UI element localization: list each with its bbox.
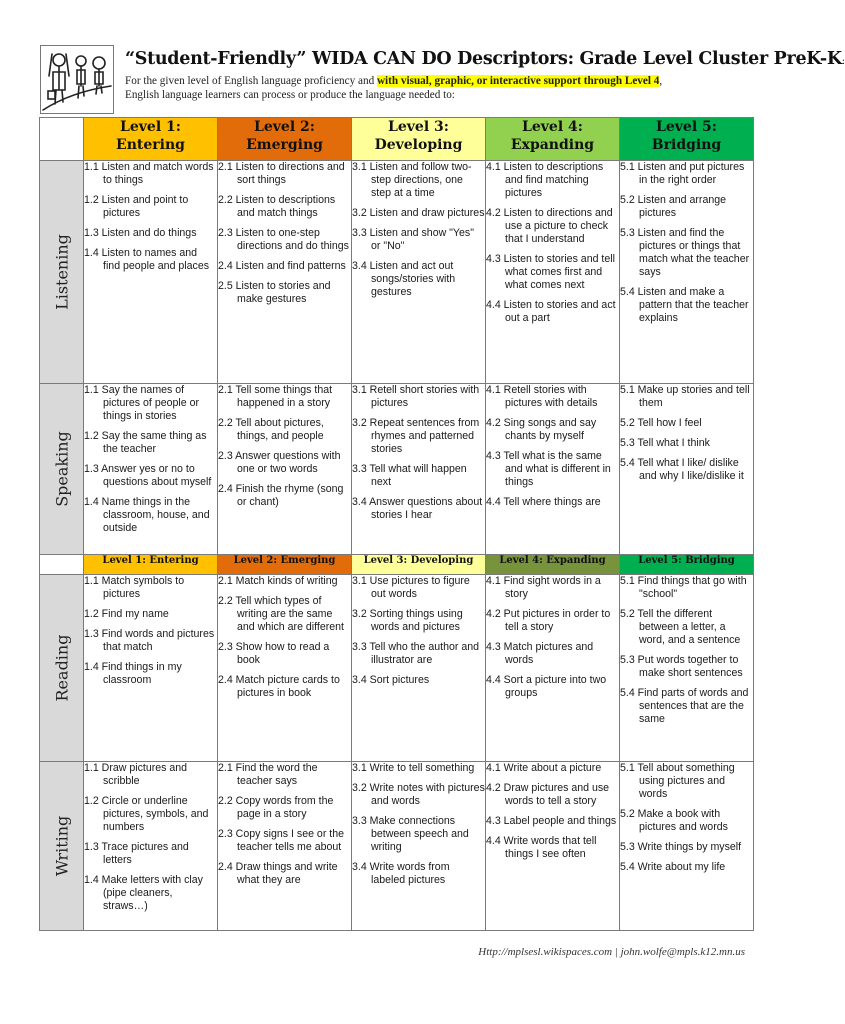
descriptor-cell (486, 575, 620, 762)
descriptor-cell (218, 161, 352, 384)
level-subheader-4: Level 4: Expanding (486, 555, 620, 575)
descriptor-item: 2.4 Match picture cards to pictures in book (218, 674, 340, 699)
descriptor-item: 2.4 Listen and find patterns (218, 260, 346, 272)
descriptor-item: 2.4 Finish the rhyme (song or chant) (218, 483, 344, 508)
descriptor-list (486, 384, 619, 509)
descriptor-item: 4.1 Listen to descriptions and find matching pictures (486, 161, 604, 199)
descriptor-item: 3.2 Sorting things using words and pictures (352, 608, 463, 633)
descriptor-list (620, 384, 753, 483)
level-subheader-1: Level 1: Entering (84, 555, 218, 575)
descriptor-item: 4.2 Sing songs and say chants by myself (486, 417, 597, 442)
descriptor-item: 2.2 Listen to descriptions and match things (218, 194, 336, 219)
descriptor-item: 5.2 Tell the different between a letter, a word, and a sentence (620, 608, 741, 646)
descriptor-item: 5.4 Write about my life (620, 861, 726, 873)
can-do-descriptors-table (39, 117, 754, 931)
level-subheader-5: Level 5: Bridging (620, 555, 754, 575)
descriptor-item: 1.3 Listen and do things (84, 227, 197, 239)
descriptor-item: 3.2 Listen and draw pictures (352, 207, 485, 219)
descriptor-cell (620, 384, 754, 555)
domain-label: Listening (52, 234, 71, 310)
descriptor-item: 1.2 Say the same thing as the teacher (84, 430, 207, 455)
descriptor-item: 5.2 Listen and arrange pictures (620, 194, 727, 219)
level-header-4: Level 4: Expanding (486, 118, 620, 161)
level-header-3: Level 3: Developing (352, 118, 486, 161)
descriptor-cell (620, 575, 754, 762)
children-drawing-icon (40, 45, 114, 114)
descriptor-item: 2.2 Tell about pictures, things, and people (218, 417, 324, 442)
descriptor-cell (486, 384, 620, 555)
domain-label-cell (40, 384, 84, 555)
descriptor-item: 5.1 Tell about something using pictures and words (620, 762, 735, 800)
descriptor-item: 4.3 Match pictures and words (486, 641, 594, 666)
domain-label: Speaking (52, 431, 71, 507)
level-header-1: Level 1: Entering (84, 118, 218, 161)
level-header-5: Level 5: Bridging (620, 118, 754, 161)
page-subtitle: For the given level of English language proficiency and with visual, graphic, or interactive support through Level 4, English language learners can process or produce the language needed to: (125, 75, 663, 101)
descriptor-item: 3.3 Tell what will happen next (352, 463, 467, 488)
descriptor-cell (352, 575, 486, 762)
descriptor-list (620, 575, 753, 726)
descriptor-item: 4.1 Write about a picture (486, 762, 602, 774)
descriptor-cell (352, 384, 486, 555)
descriptor-item: 5.3 Put words together to make short sentences (620, 654, 743, 679)
level-subheader-2: Level 2: Emerging (218, 555, 352, 575)
descriptor-cell (84, 762, 218, 931)
descriptor-list (486, 762, 619, 861)
descriptor-item: 3.3 Listen and show "Yes" or "No" (352, 227, 474, 252)
domain-label: Writing (52, 815, 71, 877)
descriptor-item: 1.3 Trace pictures and letters (84, 841, 189, 866)
descriptor-item: 3.1 Write to tell something (352, 762, 475, 774)
descriptor-item: 4.4 Listen to stories and act out a part (486, 299, 616, 324)
descriptor-item: 4.4 Tell where things are (486, 496, 601, 508)
descriptor-item: 5.3 Listen and find the pictures or things that match what the teacher says (620, 227, 750, 278)
domain-label-cell (40, 575, 84, 762)
descriptor-item: 2.1 Tell some things that happened in a story (218, 384, 333, 409)
descriptor-item: 2.5 Listen to stories and make gestures (218, 280, 331, 305)
descriptor-list (352, 161, 485, 299)
descriptor-item: 5.4 Listen and make a pattern that the teacher explains (620, 286, 749, 324)
descriptor-cell (620, 161, 754, 384)
descriptor-item: 1.3 Find words and pictures that match (84, 628, 215, 653)
descriptor-item: 1.4 Find things in my classroom (84, 661, 182, 686)
descriptor-item: 5.2 Tell how I feel (620, 417, 702, 429)
descriptor-list (352, 575, 485, 687)
descriptor-item: 4.4 Sort a picture into two groups (486, 674, 607, 699)
descriptor-item: 5.4 Tell what I like/ dislike and why I like/dislike it (620, 457, 744, 482)
descriptor-item: 2.2 Copy words from the page in a story (218, 795, 334, 820)
domain-row-speaking (40, 384, 754, 555)
descriptor-item: 1.4 Listen to names and find people and places (84, 247, 210, 272)
descriptor-item: 3.4 Listen and act out songs/stories with gestures (352, 260, 456, 298)
descriptor-item: 4.4 Write words that tell things I see often (486, 835, 597, 860)
descriptor-item: 1.3 Answer yes or no to questions about myself (84, 463, 212, 488)
descriptor-item: 4.3 Label people and things (486, 815, 617, 827)
descriptor-list (620, 161, 753, 325)
descriptor-list (84, 762, 217, 913)
descriptor-item: 1.2 Find my name (84, 608, 169, 620)
descriptor-item: 3.3 Make connections between speech and writing (352, 815, 469, 853)
descriptor-item: 2.1 Find the word the teacher says (218, 762, 318, 787)
descriptor-item: 5.1 Listen and put pictures in the right order (620, 161, 745, 186)
level-subheader-3: Level 3: Developing (352, 555, 486, 575)
descriptor-cell (620, 762, 754, 931)
descriptor-item: 3.4 Write words from labeled pictures (352, 861, 450, 886)
subheader-corner-cell (40, 555, 84, 575)
domain-row-reading (40, 575, 754, 762)
descriptor-item: 4.2 Listen to directions and use a picture to check that I understand (486, 207, 613, 245)
descriptor-item: 3.1 Listen and follow two-step directions, one step at a time (352, 161, 472, 199)
descriptor-list (486, 575, 619, 700)
descriptor-item: 1.1 Say the names of pictures of people or things in stories (84, 384, 199, 422)
descriptor-list (84, 575, 217, 687)
descriptor-item: 1.4 Make letters with clay (pipe cleaners, straws…) (84, 874, 203, 912)
descriptor-item: 2.1 Match kinds of writing (218, 575, 338, 587)
descriptor-item: 4.1 Find sight words in a story (486, 575, 601, 600)
descriptor-item: 2.3 Listen to one-step directions and do things (218, 227, 349, 252)
descriptor-cell (218, 762, 352, 931)
descriptor-list (218, 161, 351, 306)
descriptor-item: 1.4 Name things in the classroom, house, and outside (84, 496, 210, 534)
descriptor-item: 1.2 Listen and point to pictures (84, 194, 189, 219)
descriptor-item: 4.3 Listen to stories and tell what comes first and what comes next (486, 253, 615, 291)
descriptor-item: 3.1 Use pictures to figure out words (352, 575, 470, 600)
descriptor-item: 1.2 Circle or underline pictures, symbols, and numbers (84, 795, 209, 833)
descriptor-list (218, 384, 351, 509)
descriptor-item: 5.2 Make a book with pictures and words (620, 808, 728, 833)
descriptor-item: 3.3 Tell who the author and illustrator are (352, 641, 480, 666)
descriptor-item: 5.1 Make up stories and tell them (620, 384, 750, 409)
descriptor-item: 4.2 Put pictures in order to tell a story (486, 608, 611, 633)
descriptor-list (620, 762, 753, 874)
descriptor-item: 1.1 Listen and match words to things (84, 161, 214, 186)
corner-cell (40, 118, 84, 161)
descriptor-item: 2.3 Copy signs I see or the teacher tells me about (218, 828, 345, 853)
descriptor-item: 3.1 Retell short stories with pictures (352, 384, 480, 409)
descriptor-item: 3.4 Answer questions about stories I hear (352, 496, 483, 521)
descriptor-cell (218, 384, 352, 555)
descriptor-cell (84, 384, 218, 555)
descriptor-cell (352, 161, 486, 384)
descriptor-item: 4.2 Draw pictures and use words to tell a story (486, 782, 610, 807)
descriptor-item: 2.1 Listen to directions and sort things (218, 161, 345, 186)
descriptor-list (218, 762, 351, 887)
descriptor-cell (84, 161, 218, 384)
descriptor-item: 3.4 Sort pictures (352, 674, 430, 686)
descriptor-item: 2.3 Answer questions with one or two words (218, 450, 341, 475)
level-subheader-row (40, 555, 754, 575)
descriptor-list (352, 762, 485, 887)
descriptor-item: 5.3 Tell what I think (620, 437, 710, 449)
descriptor-list (218, 575, 351, 700)
descriptor-list (84, 161, 217, 273)
descriptor-item: 4.3 Tell what is the same and what is different in things (486, 450, 611, 488)
descriptor-item: 5.3 Write things by myself (620, 841, 742, 853)
descriptor-list (84, 384, 217, 535)
domain-label-cell (40, 762, 84, 931)
descriptor-item: 5.4 Find parts of words and sentences that are the same (620, 687, 749, 725)
descriptor-cell (486, 762, 620, 931)
descriptor-item: 3.2 Write notes with pictures and words (352, 782, 485, 807)
descriptor-list (486, 161, 619, 325)
domain-label-cell (40, 161, 84, 384)
domain-label: Reading (52, 634, 71, 702)
descriptor-item: 2.2 Tell which types of writing are the same and which are different (218, 595, 344, 633)
descriptor-item: 5.1 Find things that go with "school" (620, 575, 747, 600)
level-header-2: Level 2: Emerging (218, 118, 352, 161)
descriptor-cell (486, 161, 620, 384)
domain-row-listening (40, 161, 754, 384)
descriptor-item: 2.4 Draw things and write what they are (218, 861, 338, 886)
highlighted-support-text: with visual, graphic, or interactive support through Level 4 (376, 75, 660, 87)
descriptor-list (352, 384, 485, 522)
descriptor-cell (352, 762, 486, 931)
descriptor-cell (84, 575, 218, 762)
domain-row-writing (40, 762, 754, 931)
descriptor-item: 1.1 Match symbols to pictures (84, 575, 185, 600)
descriptor-cell (218, 575, 352, 762)
descriptor-item: 3.2 Repeat sentences from rhymes and patterned stories (352, 417, 480, 455)
footer-contact: Http://mplsesl.wikispaces.com | john.wolfe@mpls.k12.mn.us (478, 946, 745, 958)
descriptor-item: 2.3 Show how to read a book (218, 641, 330, 666)
descriptor-item: 1.1 Draw pictures and scribble (84, 762, 188, 787)
descriptor-item: 4.1 Retell stories with pictures with details (486, 384, 598, 409)
page-title: “Student-Friendly” WIDA CAN DO Descriptors: Grade Level Cluster PreK-K: (125, 49, 845, 69)
